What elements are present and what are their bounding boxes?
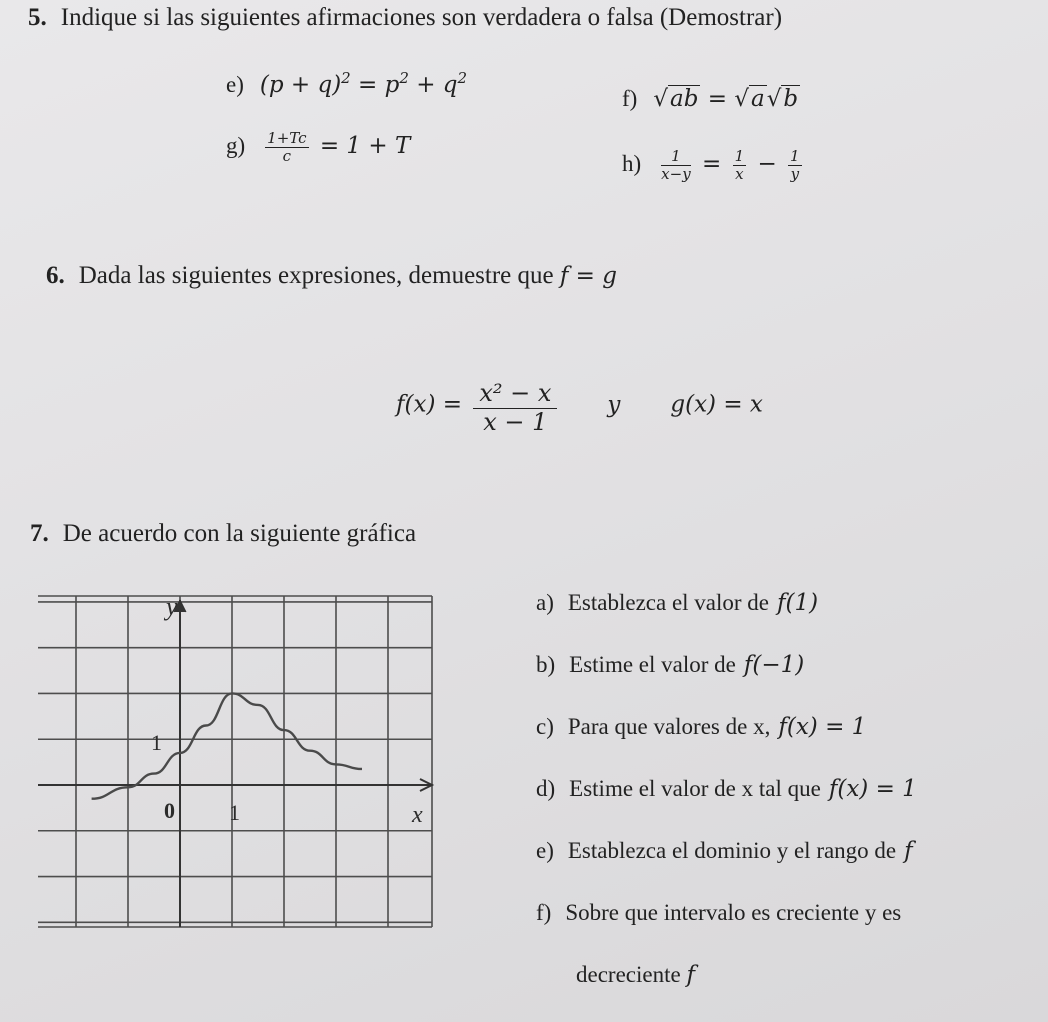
- item-5f: [622, 86, 800, 112]
- item-5e-plus: + q: [408, 72, 458, 98]
- y-axis-label: y: [166, 592, 178, 621]
- question-7-item: [536, 776, 917, 802]
- item-5f-rad2: a: [750, 86, 765, 112]
- question-7-item: [536, 838, 913, 864]
- question-label: a): [536, 590, 554, 615]
- item-5h-num1: 1: [661, 148, 691, 166]
- question-7-item: [536, 900, 901, 926]
- question-text: Para que valores de x,: [567, 714, 771, 739]
- item-5h-label: h): [622, 151, 642, 176]
- question-text: Establezca el valor de: [567, 590, 770, 615]
- item-5h-fraction3: [788, 148, 802, 182]
- f-fraction: [473, 380, 557, 436]
- x-axis-label: x: [412, 802, 423, 828]
- question-7-item: [536, 590, 818, 616]
- conjunction-y: y: [607, 391, 621, 418]
- item-5f-formula: √ab = √a√b: [653, 86, 799, 112]
- item-5g-denominator: c: [282, 146, 292, 165]
- problem-7-heading: [30, 520, 416, 548]
- question-math: f(1): [777, 590, 819, 616]
- item-5e-left: (p + q): [259, 72, 342, 98]
- g-expression: g(x) = x: [670, 391, 763, 418]
- problem-6-equation: [396, 380, 763, 436]
- problem-6-tail: f = g: [559, 263, 617, 289]
- question-math: f(x) = 1: [778, 714, 867, 740]
- continuation-text: decreciente: [576, 962, 681, 987]
- item-5h-minus: −: [750, 151, 785, 177]
- question-7-item: [536, 714, 866, 740]
- problem-6-heading: [46, 262, 617, 290]
- continuation-line: [576, 962, 695, 988]
- continuation-math: f: [686, 962, 695, 988]
- item-5h-num2: 1: [734, 147, 745, 165]
- tick-label-x-1: 1: [229, 800, 240, 825]
- function-curve: [92, 693, 362, 798]
- grid: [38, 596, 432, 927]
- item-5f-label: f): [622, 86, 638, 111]
- item-5h-eq: =: [694, 151, 729, 177]
- question-text: Estime el valor de x tal que: [569, 776, 821, 801]
- item-5h-fraction2: [733, 148, 747, 182]
- question-math: f(−1): [743, 652, 805, 678]
- item-5e-exp1: 2: [341, 69, 351, 87]
- item-5g-label: g): [226, 133, 246, 158]
- tick-label-origin: 0: [164, 798, 175, 823]
- item-5f-rad3: b: [783, 86, 799, 112]
- question-label: b): [536, 652, 556, 677]
- item-5h-den1: x−y: [661, 164, 691, 183]
- item-5g-rest: = 1 + T: [312, 133, 411, 159]
- function-graph: [0, 590, 440, 940]
- item-5h-den3: y: [790, 164, 800, 183]
- problem-6-number: 6.: [46, 262, 65, 289]
- problem-6-text: Dada las siguientes expresiones, demuestre que: [78, 262, 554, 289]
- item-5g-numerator: 1+Tc: [267, 129, 307, 147]
- problem-7-number: 7.: [30, 520, 49, 547]
- problem-5-number: 5.: [28, 4, 47, 31]
- question-label: e): [536, 838, 554, 863]
- item-5g-formula: [261, 129, 411, 165]
- question-label: c): [536, 714, 554, 739]
- question-math: f(x) = 1: [828, 776, 917, 802]
- f-numerator: x² − x: [473, 380, 557, 409]
- item-5g: [226, 130, 410, 164]
- problem-7-text: De acuerdo con la siguiente gráfica: [62, 520, 417, 547]
- item-5f-eq: =: [700, 86, 735, 112]
- item-5h-den2: x: [735, 164, 744, 183]
- item-5h: [622, 148, 806, 182]
- item-5e-formula: [259, 69, 468, 98]
- item-5e-exp2: 2: [399, 69, 409, 87]
- item-5e-mid: = p: [350, 72, 400, 98]
- problem-5-heading: [28, 4, 782, 32]
- question-7-item: [536, 652, 804, 678]
- question-text: Establezca el dominio y el rango de: [567, 838, 897, 863]
- item-5e-label: e): [226, 72, 244, 97]
- item-5g-fraction: [265, 130, 308, 164]
- item-5h-num3: 1: [790, 147, 800, 165]
- item-5h-formula: [657, 147, 805, 183]
- item-5e: [226, 69, 468, 98]
- item-5h-fraction1: [661, 148, 691, 182]
- f-denominator: x − 1: [483, 408, 548, 437]
- item-5e-exp3: 2: [457, 69, 468, 87]
- question-math: f: [904, 838, 913, 864]
- question-label: f): [536, 900, 552, 925]
- item-5f-rad1: ab: [669, 86, 699, 112]
- question-text: Estime el valor de: [569, 652, 736, 677]
- question-text: Sobre que intervalo es creciente y es: [565, 900, 902, 925]
- tick-label-y-1: 1: [151, 730, 162, 755]
- f-lhs: f(x) =: [396, 391, 470, 418]
- problem-5-text: Indique si las siguientes afirmaciones son verdadera o falsa (Demostrar): [60, 4, 783, 31]
- question-label: d): [536, 776, 556, 801]
